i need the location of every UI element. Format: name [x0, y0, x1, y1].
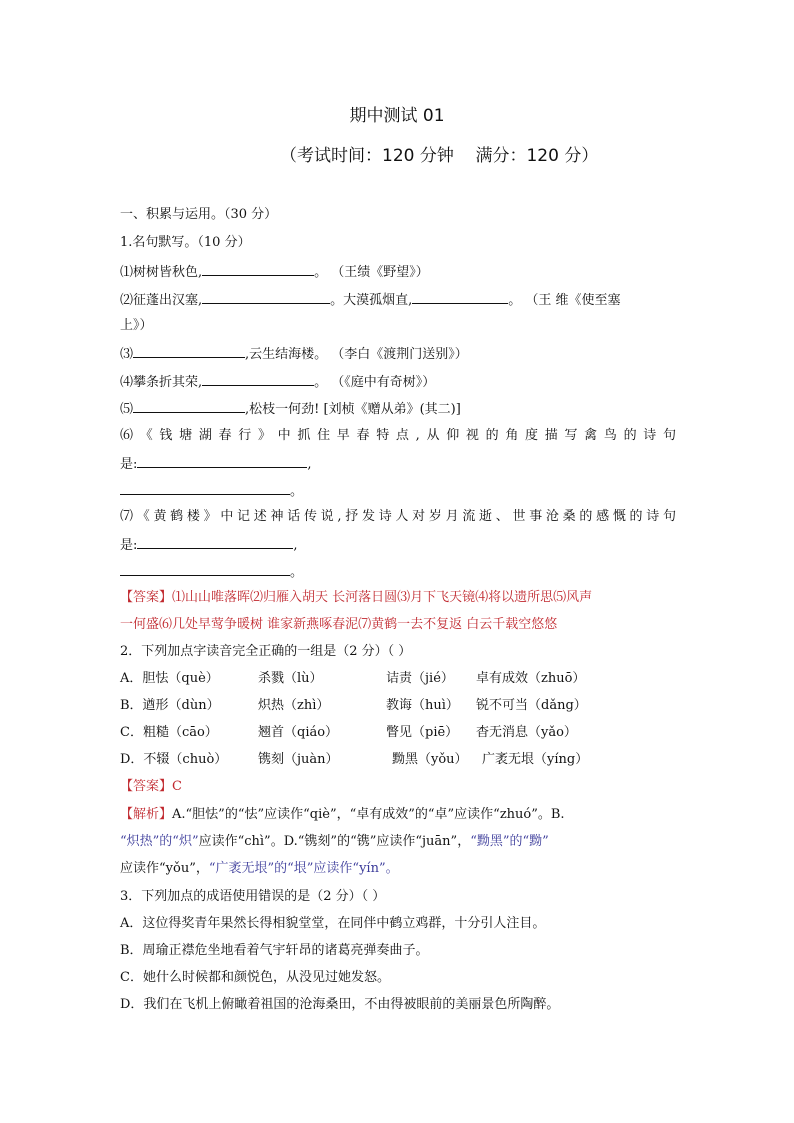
q2-option-a [120, 670, 676, 688]
option-d-1: D．不辍（chuò） [120, 752, 228, 767]
q1-item-3 [120, 344, 468, 364]
period: 。 [290, 565, 304, 580]
answer-text: C [172, 779, 182, 794]
answer-label: 【答案】 [120, 590, 173, 605]
answer-blank[interactable] [133, 344, 245, 358]
q2-analysis-line2 [120, 833, 549, 851]
q1-item-3-text: ⑶ [120, 347, 134, 362]
question-1-stem: 1.名句默写。（10 分） [120, 235, 251, 250]
answer-blank[interactable] [120, 562, 290, 576]
q1-item-6-line2 [120, 454, 312, 474]
q1-item-4-text: ⑷攀条折其荣, [120, 375, 203, 390]
q1-item-2-mid: 。大漠孤烟直, [330, 293, 413, 308]
answer-blank[interactable] [137, 454, 307, 468]
analysis-text: 应读作“yǒu”， [120, 861, 209, 876]
period: 。 [290, 484, 304, 499]
answer-blank[interactable] [202, 262, 314, 276]
q2-option-d [120, 751, 676, 769]
page-title: 期中测试 01 [349, 106, 445, 126]
q1-item-7-line2 [120, 535, 298, 555]
answer-text: ⑴山山唯落晖⑵归雁入胡天 长河落日圆⑶月下飞天镜⑷将以遗所思⑸风声 [172, 590, 593, 605]
option-c-1: C．粗糙（cāo） [120, 725, 218, 740]
analysis-term: “炽热”的“炽” [120, 834, 199, 849]
comma: , [293, 538, 298, 553]
q1-item-1 [120, 262, 429, 282]
option-a-4: 卓有成效（zhuō） [476, 671, 586, 686]
analysis-term: “广袤无垠”的“垠”应读作“yín”。 [208, 861, 399, 876]
q2-analysis-line3 [120, 860, 399, 878]
answer-blank[interactable] [202, 290, 330, 304]
section-heading: 一、积累与运用。（30 分） [120, 207, 278, 222]
q3-option-c: C．她什么时候都和颜悦色，从没见过她发怒。 [120, 970, 390, 985]
exam-info: （考试时间：120 分钟 满分：120 分） [280, 146, 599, 166]
option-a-2: 杀戮（lù） [258, 671, 323, 686]
question-3-stem: 3．下列加点的成语使用错误的是（2 分）（ ） [120, 889, 386, 904]
answer-blank[interactable] [137, 535, 293, 549]
answer-blank[interactable] [133, 399, 245, 413]
analysis-text: 应读作“chì”。D.“镌刻”的“镌”应读作“juān”， [198, 834, 471, 849]
q2-option-c [120, 724, 676, 742]
answer-blank[interactable] [120, 481, 290, 495]
option-a-1: A．胆怯（què） [120, 671, 219, 686]
option-b-2: 炽热（zhì） [258, 698, 330, 713]
q2-option-b [120, 697, 676, 715]
answer-blank[interactable] [412, 290, 508, 304]
analysis-term: “黝黑”的“黝” [470, 834, 549, 849]
q1-item-2-text: ⑵征蓬出汉塞, [120, 293, 203, 308]
option-c-2: 翘首（qiáo） [258, 725, 339, 740]
q1-item-2 [120, 290, 621, 310]
q1-item-6-label: 是: [120, 457, 138, 472]
q1-item-5-source: ,松枝一何劲! [刘桢《赠从弟》(其二)] [245, 402, 461, 417]
q1-item-2-cont: 上》） [120, 318, 153, 333]
q2-answer [120, 778, 182, 796]
answer-label: 【答案】 [120, 779, 173, 794]
q1-item-6: ⑹《钱塘湖春行》中抓住早春特点,从仰视的角度描写禽鸟的诗句 [120, 428, 676, 443]
q1-answer [120, 589, 592, 607]
q1-item-1-text: ⑴树树皆秋色, [120, 265, 203, 280]
option-b-3: 教诲（huì） [386, 698, 459, 713]
comma: , [307, 457, 312, 472]
q1-item-5-text: ⑸ [120, 402, 134, 417]
q3-option-a: A．这位得奖青年果然长得相貌堂堂，在同伴中鹤立鸡群，十分引人注目。 [120, 916, 546, 931]
q1-item-2-source: 。 （王 维《使至塞 [508, 293, 621, 308]
q2-analysis [120, 806, 565, 824]
q1-item-4 [120, 372, 435, 392]
option-c-3: 瞥见（piē） [386, 725, 459, 740]
option-b-1: B．遒形（dùn） [120, 698, 220, 713]
question-2-stem: 2．下列加点字读音完全正确的一组是（2 分）（ ） [120, 644, 412, 659]
q1-item-7-label: 是: [120, 538, 138, 553]
option-d-2: 镌刻（juàn） [258, 752, 339, 767]
q1-item-1-source: 。 （王绩《野望》） [314, 265, 429, 280]
q1-answer-cont: 一何盛⑹几处早莺争暖树 谁家新燕啄春泥⑺黄鹤一去不复返 白云千载空悠悠 [120, 617, 558, 632]
option-a-3: 诘责（jié） [386, 671, 454, 686]
option-b-4: 锐不可当（dǎng） [476, 698, 587, 713]
analysis-text: A.“胆怯”的“怯”应读作“qiè”，“卓有成效”的“卓”应读作“zhuó”。B. [172, 807, 565, 822]
q1-item-7-line3 [120, 562, 303, 582]
analysis-label: 【解析】 [120, 807, 173, 822]
q1-item-3-source: ,云生结海楼。 （李白《渡荆门送别》） [245, 347, 468, 362]
option-d-3: 黝黑（yǒu） [392, 752, 468, 767]
q1-item-7: ⑺《黄鹤楼》中记述神话传说,抒发诗人对岁月流逝、世事沧桑的感慨的诗句 [120, 509, 676, 524]
option-c-4: 杳无消息（yǎo） [476, 725, 577, 740]
q3-option-b: B．周瑜正襟危坐地看着气宇轩昂的诸葛亮弹奏曲子。 [120, 943, 429, 958]
answer-blank[interactable] [202, 372, 314, 386]
q3-option-d: D．我们在飞机上俯瞰着祖国的沧海桑田，不由得被眼前的美丽景色所陶醉。 [120, 997, 560, 1012]
q1-item-6-line3 [120, 481, 303, 501]
q1-item-5 [120, 399, 461, 419]
option-d-4: 广袤无垠（yíng） [482, 752, 589, 767]
q1-item-4-source: 。 （《庭中有奇树》） [314, 375, 436, 390]
